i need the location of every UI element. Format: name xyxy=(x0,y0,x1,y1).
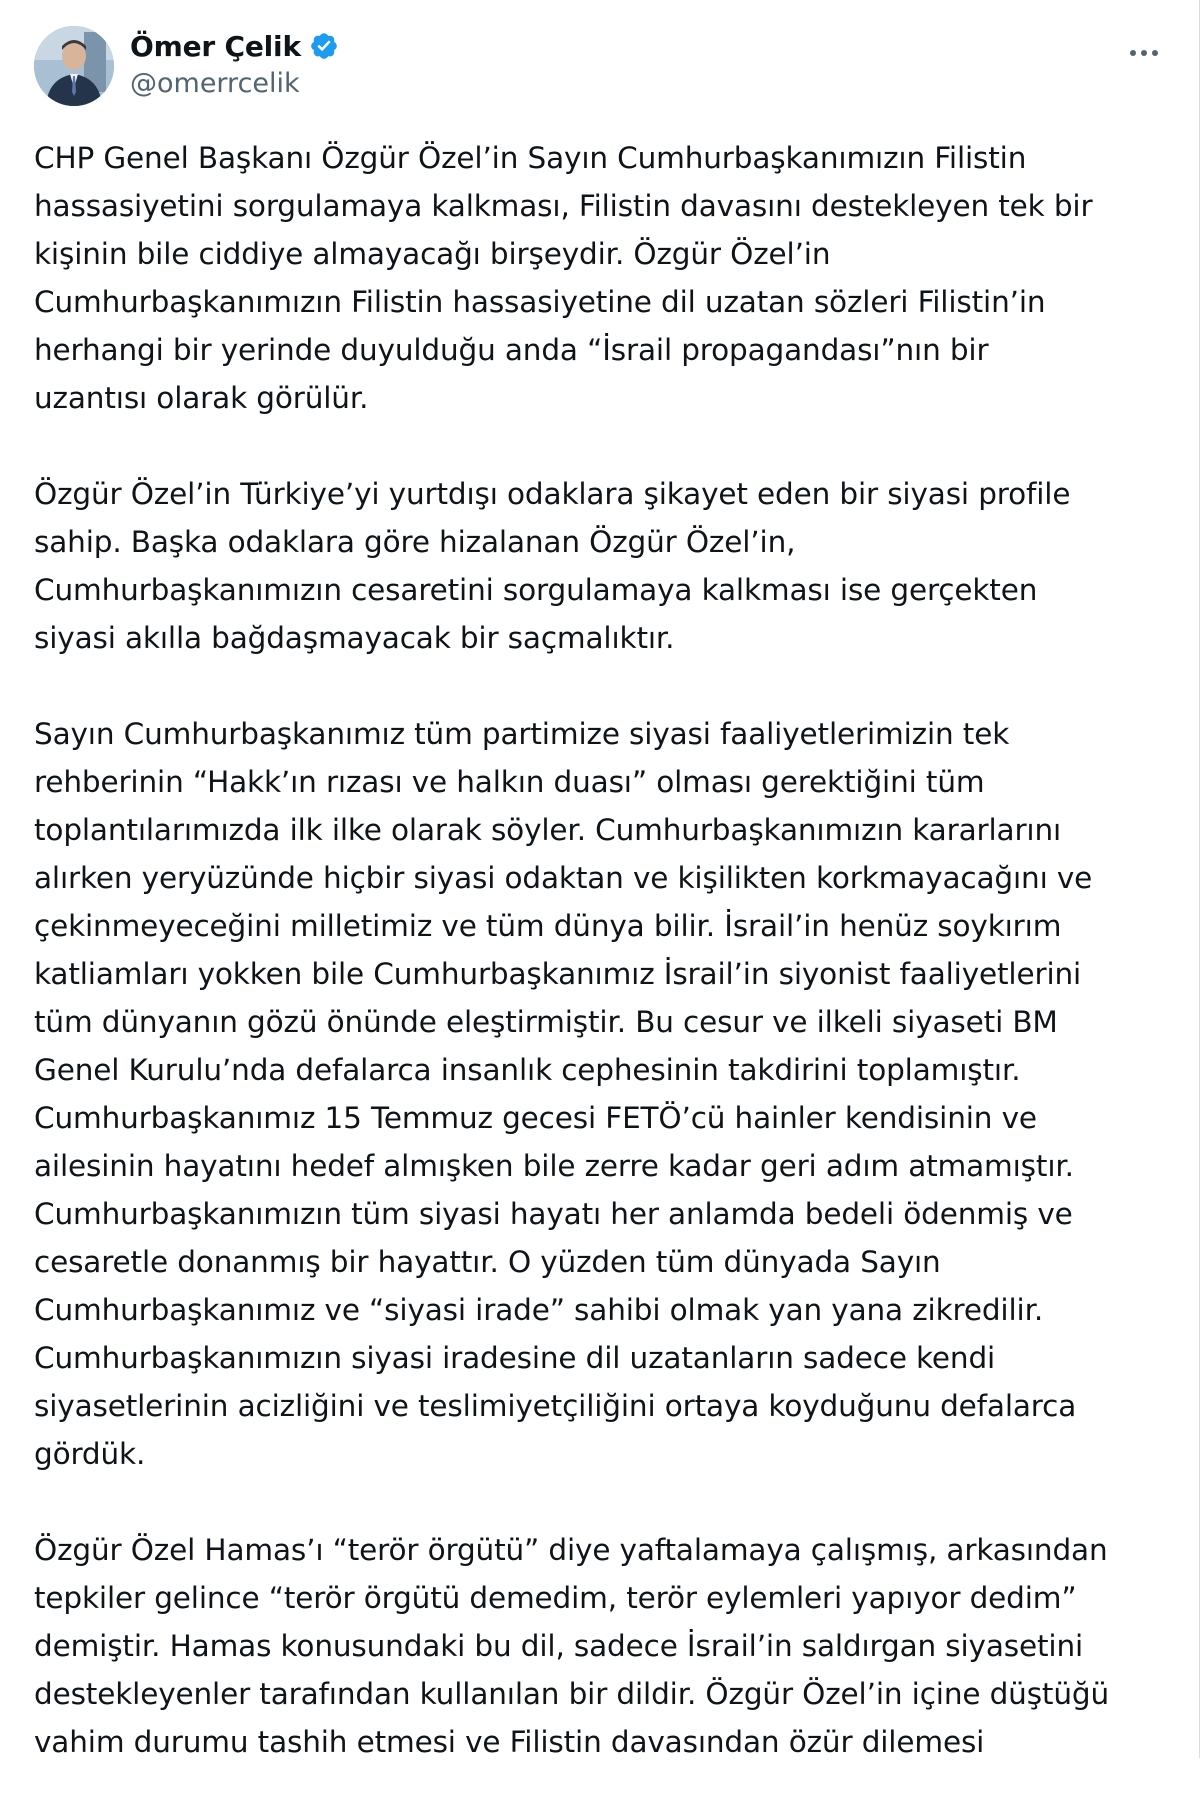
more-horizontal-icon[interactable] xyxy=(1124,38,1164,68)
tweet-paragraph xyxy=(34,134,1164,422)
tweet-text-line: gördük. xyxy=(34,1437,146,1471)
tweet-text-line: Cumhurbaşkanımızın Filistin hassasiyetine dil uzatan sözleri Filistin’in xyxy=(34,285,1046,319)
tweet-text-line: vahim durumu tashih etmesi ve Filistin davasından özür dilemesi xyxy=(34,1725,985,1759)
tweet-text-line: tepkiler gelince “terör örgütü demedim, terör eylemleri yapıyor dedim” xyxy=(34,1581,1077,1615)
display-name-row xyxy=(130,28,339,64)
tweet-text-line: Özgür Özel Hamas’ı “terör örgütü” diye yaftalamaya çalışmış, arkasından xyxy=(34,1533,1108,1567)
handle[interactable]: @omerrcelik xyxy=(130,68,300,99)
verified-badge-icon[interactable] xyxy=(309,31,339,61)
tweet-text-line: Cumhurbaşkanımızın siyasi iradesine dil uzatanların sadece kendi xyxy=(34,1341,996,1375)
tweet-text-line: kişinin bile ciddiye almayacağı birşeydir. Özgür Özel’in xyxy=(34,237,831,271)
tweet-text-line: demiştir. Hamas konusundaki bu dil, sadece İsrail’in saldırgan siyasetini xyxy=(34,1629,1084,1663)
tweet-text-line: katliamları yokken bile Cumhurbaşkanımız İsrail’in siyonist faaliyetlerini xyxy=(34,957,1082,991)
tweet-paragraph xyxy=(34,1526,1164,1766)
tweet-text-line: ailesinin hayatını hedef almışken bile zerre kadar geri adım atmamıştır. xyxy=(34,1149,1074,1183)
tweet-text-line: herhangi bir yerinde duyulduğu anda “İsrail propagandası”nın bir xyxy=(34,333,989,367)
tweet-paragraph xyxy=(34,470,1164,662)
display-name[interactable]: Ömer Çelik xyxy=(130,29,301,63)
tweet-text-line: tüm dünyanın gözü önünde eleştirmiştir. Bu cesur ve ilkeli siyaseti BM xyxy=(34,1005,1058,1039)
tweet-text-line: CHP Genel Başkanı Özgür Özel’in Sayın Cumhurbaşkanımızın Filistin xyxy=(34,141,1027,175)
tweet-text-line: Cumhurbaşkanımız 15 Temmuz gecesi FETÖ’cü hainler kendisinin ve xyxy=(34,1101,1037,1135)
avatar[interactable] xyxy=(34,26,114,106)
profile-photo-icon xyxy=(34,26,114,106)
tweet-text-line: Cumhurbaşkanımızın tüm siyasi hayatı her anlamda bedeli ödenmiş ve xyxy=(34,1197,1073,1231)
tweet-text-line: alırken yeryüzünde hiçbir siyasi odaktan ve kişilikten korkmayacağını ve xyxy=(34,861,1093,895)
tweet-text-line: Cumhurbaşkanımız ve “siyasi irade” sahibi olmak yan yana zikredilir. xyxy=(34,1293,1044,1327)
tweet-text-line: siyasi akılla bağdaşmayacak bir saçmalıktır. xyxy=(34,621,675,655)
tweet-text-line: Cumhurbaşkanımızın cesaretini sorgulamaya kalkması ise gerçekten xyxy=(34,573,1038,607)
tweet-text-line: uzantısı olarak görülür. xyxy=(34,381,369,415)
tweet-text-line: cesaretle donanmış bir hayattır. O yüzden tüm dünyada Sayın xyxy=(34,1245,941,1279)
tweet-text-line: toplantılarımızda ilk ilke olarak söyler. Cumhurbaşkanımızın kararlarını xyxy=(34,813,1062,847)
tweet-text-line: çekinmeyeceğini milletimiz ve tüm dünya bilir. İsrail’in henüz soykırım xyxy=(34,909,1062,943)
tweet-header xyxy=(34,24,1164,114)
tweet-text-line: siyasetlerinin acizliğini ve teslimiyetçiliğini ortaya koyduğunu defalarca xyxy=(34,1389,1077,1423)
tweet-text-line: destekleyenler tarafından kullanılan bir dildir. Özgür Özel’in içine düştüğü xyxy=(34,1677,1110,1711)
tweet-text-line: Sayın Cumhurbaşkanımız tüm partimize siyasi faaliyetlerimizin tek xyxy=(34,717,1010,751)
tweet-text-line: sahip. Başka odaklara göre hizalanan Özgür Özel’in, xyxy=(34,525,796,559)
tweet-text-line: rehberinin “Hakk’ın rızası ve halkın duası” olması gerektiğini tüm xyxy=(34,765,985,799)
tweet-paragraph xyxy=(34,710,1164,1478)
tweet-text xyxy=(34,134,1164,1814)
author-block xyxy=(130,28,339,99)
tweet-text-line: Genel Kurulu’nda defalarca insanlık cephesinin takdirini toplamıştır. xyxy=(34,1053,1021,1087)
tweet-text-line: hassasiyetini sorgulamaya kalkması, Filistin davasını destekleyen tek bir xyxy=(34,189,1093,223)
tweet-text-line: Özgür Özel’in Türkiye’yi yurtdışı odaklara şikayet eden bir siyasi profile xyxy=(34,477,1071,511)
